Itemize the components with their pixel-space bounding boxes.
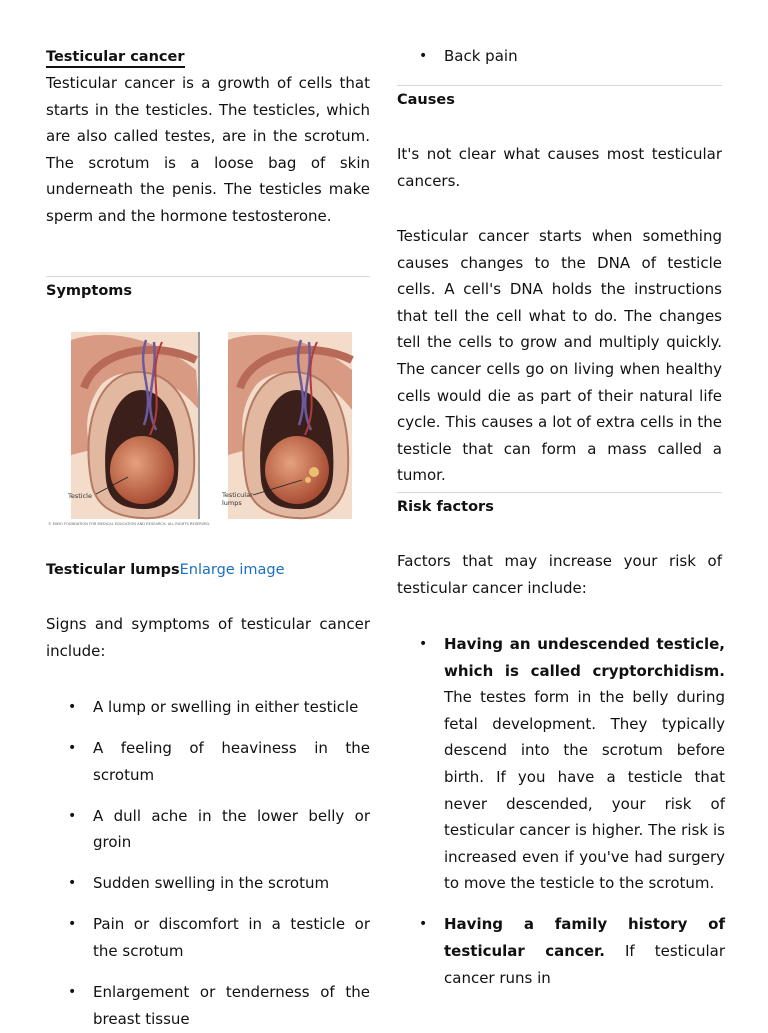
label-testicle: Testicle [68,492,92,500]
risk-factors-list [397,631,725,991]
list-item: • A dull ache in the lower belly or groin [46,803,370,856]
figure-copyright: © MAYO FOUNDATION FOR MEDICAL EDUCATION AND RESEARCH. ALL RIGHTS RESERVED. [48,522,211,526]
signs-intro: Signs and symptoms of testicular cancer include: [46,615,370,660]
list-item: • Back pain [397,43,722,70]
label-testicular-lumps-1: Testicular [222,491,253,499]
list-item: • A lump or swelling in either testicle [46,694,370,721]
divider [397,492,722,493]
continued-list [397,43,722,70]
figure-caption [46,560,285,580]
symptoms-heading: Symptoms [46,283,133,299]
risk-intro: Factors that may increase your risk of testicular cancer include: [397,552,722,597]
list-item: • Sudden swelling in the scrotum [46,870,370,897]
risk-item-text: The testes form in the belly during fetal development. They typically descend into the scrotum before birth. If you have a testicle that never descended, your risk of testicular cancer is higher. The risk is increased even if you've had surgery to move the testicle to the scrotum. [444,688,725,893]
risk-item-text: If testicular cancer runs in [444,941,725,987]
normal-testicle-drawing [71,332,200,519]
risk-item-title: Having an undescended testicle, which is called cryptorchidism. [444,635,725,680]
list-item: • Enlargement or tenderness of the breast tissue [46,979,370,1032]
caption-text: Testicular lumps [46,562,180,578]
list-item: • A feeling of heaviness in the scrotum [46,735,370,788]
symptoms-list [46,694,370,1033]
intro-paragraph: Testicular cancer is a growth of cells that starts in the testicles. The testicles, which are also called testes, are in the scrotum. The scrotum is a loose bag of skin underneath the penis. The testicles make sperm and the hormone testosterone. [46,74,370,225]
list-item [397,911,725,991]
causes-paragraph-2: Testicular cancer starts when something causes changes to the DNA of testicle cells. A cell's DNA holds the instructions that tell the cell what to do. The changes tell the cells to grow and multiply quickly. The cancer cells go on living when healthy cells would die as part of their natural life cycle. This causes a lot of extra cells in the testicle that can form a mass called a tumor. [397,227,722,485]
list-item: • Pain or discomfort in a testicle or the scrotum [46,911,370,964]
divider [397,85,722,86]
causes-heading: Causes [397,92,455,108]
divider [46,276,370,277]
list-item [397,631,725,897]
testicular-lumps-illustration[interactable] [46,330,356,528]
label-testicular-lumps-2: lumps [222,499,242,507]
causes-paragraph-1: It's not clear what causes most testicular cancers. [397,145,722,190]
enlarge-image-link[interactable]: Enlarge image [179,562,285,578]
risk-item-title: Having a family history of testicular cancer. [444,915,725,960]
page-title: Testicular cancer [46,47,185,68]
risk-factors-heading: Risk factors [397,499,494,515]
